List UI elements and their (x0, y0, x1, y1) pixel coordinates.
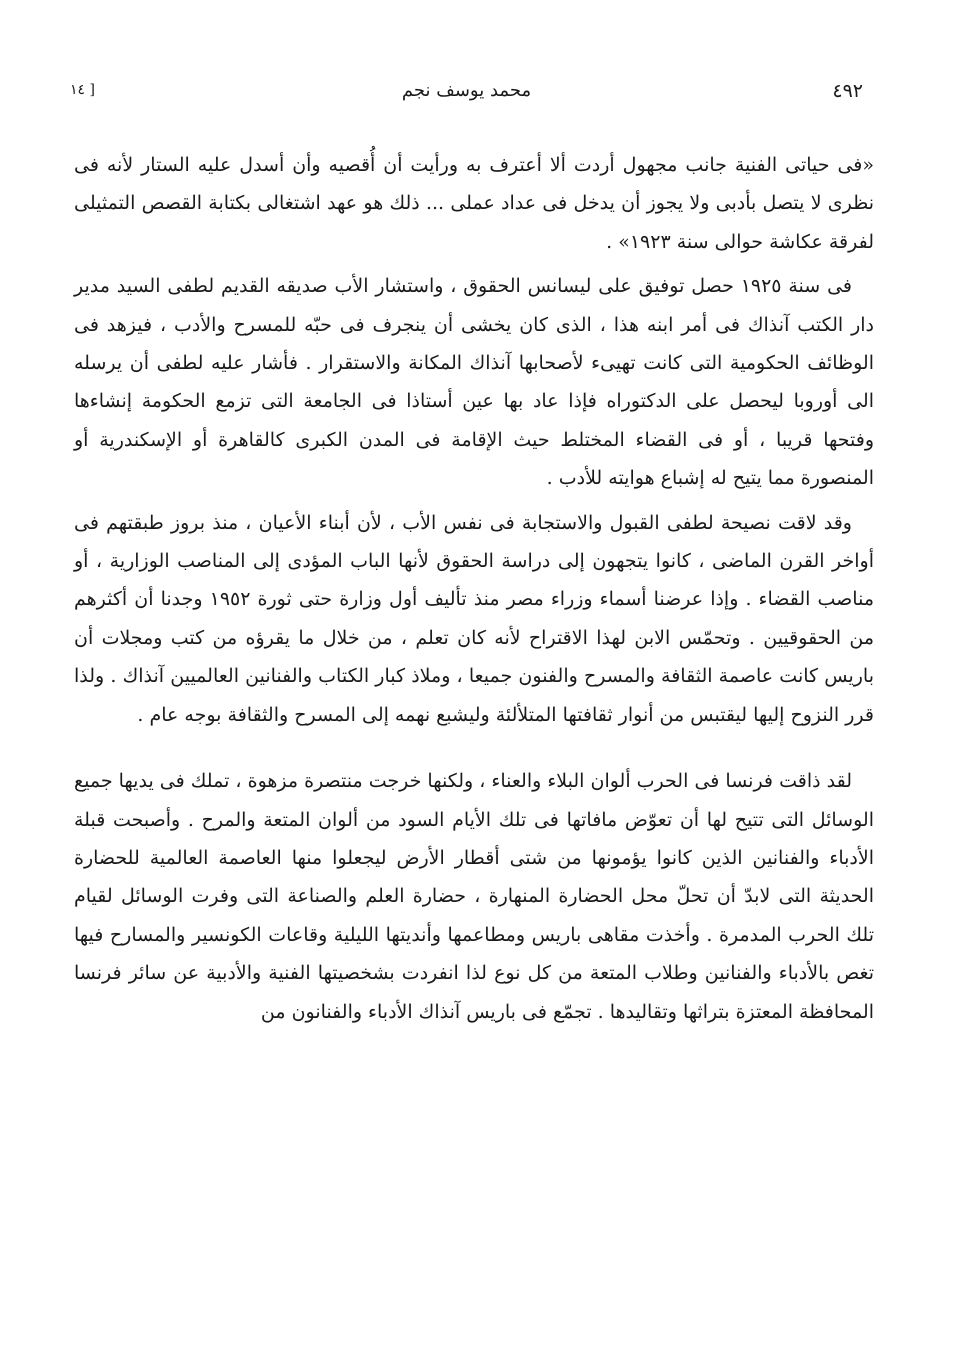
paragraph: فى سنة ١٩٢٥ حصل توفيق على ليسانس الحقوق ، واستشار الأب صديقه القديم لطفى السيد مدير دار الكتب آنذاك فى أمر ابنه هذا ، الذى كان يخشى أن ينجرف فى حبّه للمسرح والأدب ، فيزهد فى الوظائف الحكومية التى كانت تهيىء لأصحابها آنذاك المكانة والاستقرار . فأشار عليه لطفى أن يرسله الى أوروبا ليحصل على الدكتوراه فإذا عاد بها عين أستاذا فى الجامعة التى تزمع الحكومة إنشاءها وفتحها قريبا ، أو فى القضاء المختلط حيث الإقامة فى المدن الكبرى كالقاهرة أو الإسكندرية أو المنصورة مما يتيح له إشباع هوايته للأدب . (74, 275, 874, 490)
page-number: ٤٩٢ (832, 80, 863, 102)
paragraph: لقد ذاقت فرنسا فى الحرب ألوان البلاء والعناء ، ولكنها خرجت منتصرة مزهوة ، تملك فى يديها جميع الوسائل التى تتيح لها أن تعوّض مافاتها فى تلك الأيام السود من ألوان المتعة والمرح . وأصبحت قبلة الأدباء والفنانين الذين كانوا يؤمونها من شتى أقطار الأرض ليجعلوا منها العاصمة العالمية للحضارة الحديثة التى لابدّ أن تحلّ محل الحضارة المنهارة ، حضارة العلم والصناعة التى وفرت الوسائل لقيام تلك الحرب المدمرة . وأخذت مقاهى باريس ومطاعمها وأنديتها الليلية وقاعات الكونسير والمسارح فيها تغص بالأدباء والفنانين وطلاب المتعة من كل نوع لذا انفردت بشخصيتها الفنية والأدبية عن سائر فرنسا المحافظة المعتزة بتراثها وتقاليدها . تجمّع فى باريس آنذاك الأدباء والفنانون من (74, 770, 874, 1023)
paragraph: وقد لاقت نصيحة لطفى القبول والاستجابة فى نفس الأب ، لأن أبناء الأعيان ، منذ بروز طبقتهم فى أواخر القرن الماضى ، كانوا يتجهون إلى دراسة الحقوق لأنها الباب المؤدى إلى المناصب الوزارية ، أو مناصب القضاء . وإذا عرضنا أسماء وزراء مصر منذ تأليف أول وزارة حتى ثورة ١٩٥٢ وجدنا أن أكثرهم من الحقوقيين . وتحمّس الابن لهذا الاقتراح لأنه كان تعلم ، من خلال ما يقرؤه من كتب ومجلات أن باريس كانت عاصمة الثقافة والمسرح والفنون جميعا ، وملاذ كبار الكتاب والفنانين العالميين آنذاك . ولذا قرر النزوح إليها ليقتبس من أنوار ثقافتها المتلألئة وليشبع نهمه إلى المسرح والثقافة بوجه عام . (74, 511, 874, 726)
chapter-mark: [ ١٤ (70, 82, 95, 98)
page-header (70, 80, 863, 110)
body-text (74, 146, 874, 1037)
running-title: محمد يوسف نجم (401, 80, 532, 101)
paragraph-quote: «فى حياتى الفنية جانب مجهول أردت ألا أعترف به ورأيت أن أُقصيه وأن أسدل عليه الستار لأنه فى نظرى لا يتصل بأدبى ولا يجوز أن يدخل فى عداد عملى ... ذلك هو عهد اشتغالى بكتابة القصص التمثيلى لفرقة عكاشة حوالى سنة ١٩٢٣» . (74, 154, 874, 253)
